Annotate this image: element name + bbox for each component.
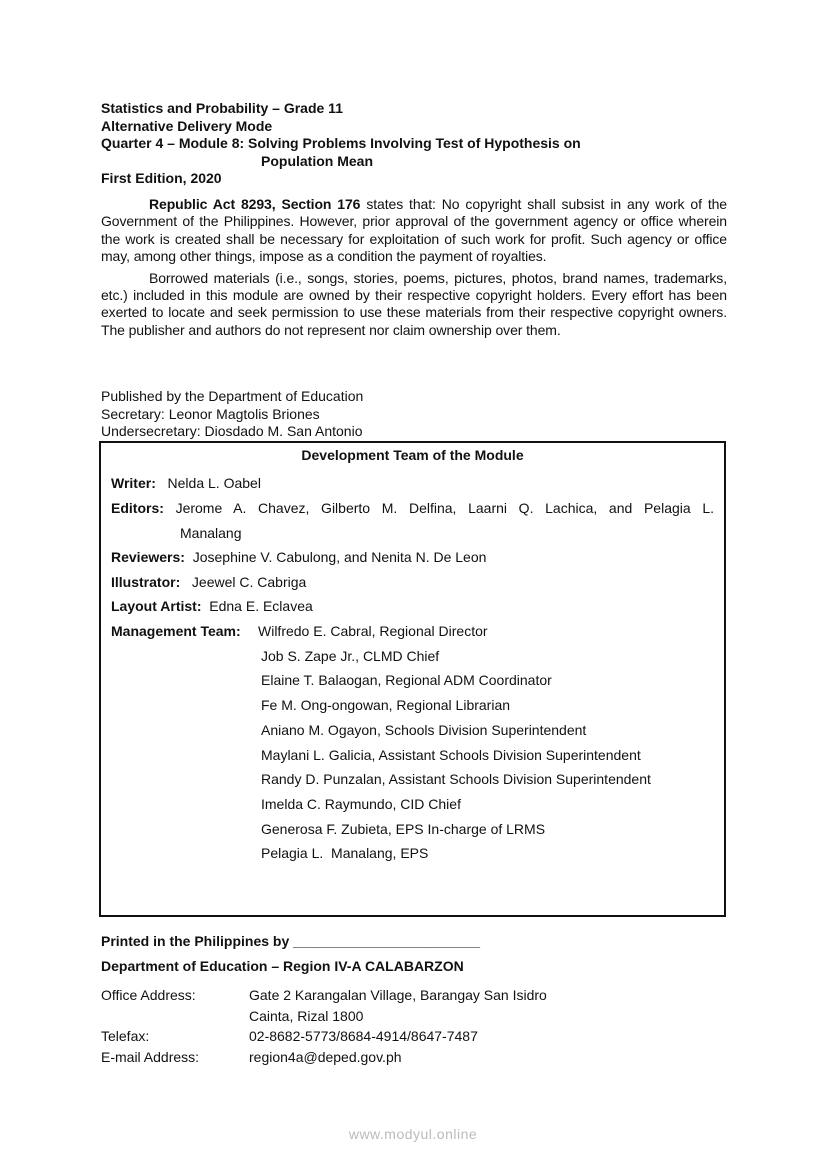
illustrator: Jeewel C. Cabriga [191, 574, 307, 590]
contact-info [101, 985, 547, 1067]
management-member: Elaine T. Balaogan, Regional ADM Coordinator [261, 672, 552, 689]
writer-row [111, 471, 261, 496]
editors-cont: Manalang [180, 525, 242, 541]
copyright-paragraph [101, 196, 727, 266]
telefax: 02-8682-5773/8684-4914/8647-7487 [249, 1028, 478, 1044]
module-title: Quarter 4 – Module 8: Solving Problems Involving Test of Hypothesis on [101, 135, 581, 151]
illustrator-label: Illustrator: [111, 574, 181, 590]
email: region4a@deped.gov.ph [249, 1048, 402, 1065]
reviewers-row [111, 545, 486, 570]
reviewers: Josephine V. Cabulong, and Nenita N. De Leon [192, 549, 487, 565]
telefax-label: Telefax: [101, 1028, 150, 1044]
management-member: Generosa F. Zubieta, EPS In-charge of LRMS [261, 820, 546, 837]
illustrator-row [111, 570, 306, 595]
writer-label: Writer: [111, 475, 156, 491]
watermark: www.modyul.online [348, 1126, 478, 1142]
management-member: Aniano M. Ogayon, Schools Division Superintendent [261, 721, 587, 738]
management-member: Wilfredo E. Cabral, Regional Director [258, 623, 488, 639]
management-member: Job S. Zape Jr., CLMD Chief [261, 647, 440, 664]
management-label [111, 619, 241, 644]
office-address: Gate 2 Karangalan Village, Barangay San Isidro [249, 987, 547, 1003]
secretary: Secretary: Leonor Magtolis Briones [101, 405, 320, 422]
undersecretary: Undersecretary: Diosdado M. San Antonio [101, 423, 363, 439]
document-header [101, 100, 581, 188]
module-title-cont: Population Mean [261, 152, 373, 169]
development-team-box [99, 441, 726, 917]
office-address-cont: Cainta, Rizal 1800 [249, 1007, 364, 1024]
copyright-text: states that: No copyright shall subsist in any work of the Government of the Philippines. However, prior approval of the government agency or office wherein the work is created shall be necessary for exploitation of such work for profit. Such agency or office may, among other things, impose as a condition the payment of royalties. [101, 196, 727, 265]
editors: Jerome A. Chavez, Gilberto M. Delfina, Laarni Q. Lachica, and Pelagia L. [175, 500, 715, 516]
borrowed-materials-paragraph: Borrowed materials (i.e., songs, stories, poems, pictures, photos, brand names, trademarks, etc.) included in this module are owned by their respective copyright holders. Every effort has been exerted to locate and seek permission to use these materials from their respective copyright owners. The publisher and authors do not represent nor claim ownership over them. [101, 269, 727, 338]
team-title: Development Team of the Module [301, 447, 524, 463]
publisher-info [101, 388, 363, 441]
layout-label: Layout Artist: [111, 598, 202, 614]
management-member: Imelda C. Raymundo, CID Chief [261, 795, 461, 812]
reviewers-label: Reviewers: [111, 549, 185, 565]
writer: Nelda L. Oabel [167, 475, 261, 491]
editors-row [111, 496, 714, 521]
printed-by: Printed in the Philippines by ________________________ [101, 933, 480, 949]
office-label: Office Address: [101, 987, 196, 1003]
editors-label: Editors: [111, 500, 164, 516]
delivery-mode: Alternative Delivery Mode [101, 117, 273, 134]
edition: First Edition, 2020 [101, 170, 222, 186]
management-member: Randy D. Punzalan, Assistant Schools Division Superintendent [261, 771, 651, 788]
law-reference: Republic Act 8293, Section 176 [149, 196, 361, 212]
management-list [258, 619, 718, 866]
management-member: Maylani L. Galicia, Assistant Schools Division Superintendent [261, 746, 641, 763]
subject-title: Statistics and Probability – Grade 11 [101, 100, 343, 116]
region-office: Department of Education – Region IV-A CALABARZON [101, 958, 464, 974]
management-label-text: Management Team: [111, 623, 241, 639]
publisher: Published by the Department of Education [101, 388, 364, 404]
management-member: Pelagia L. Manalang, EPS [261, 845, 429, 862]
email-label: E-mail Address: [101, 1048, 200, 1065]
management-member: Fe M. Ong-ongowan, Regional Librarian [261, 697, 511, 714]
layout-artist: Edna E. Eclavea [209, 598, 313, 614]
layout-row [111, 594, 313, 619]
copyright-notice [101, 196, 727, 343]
